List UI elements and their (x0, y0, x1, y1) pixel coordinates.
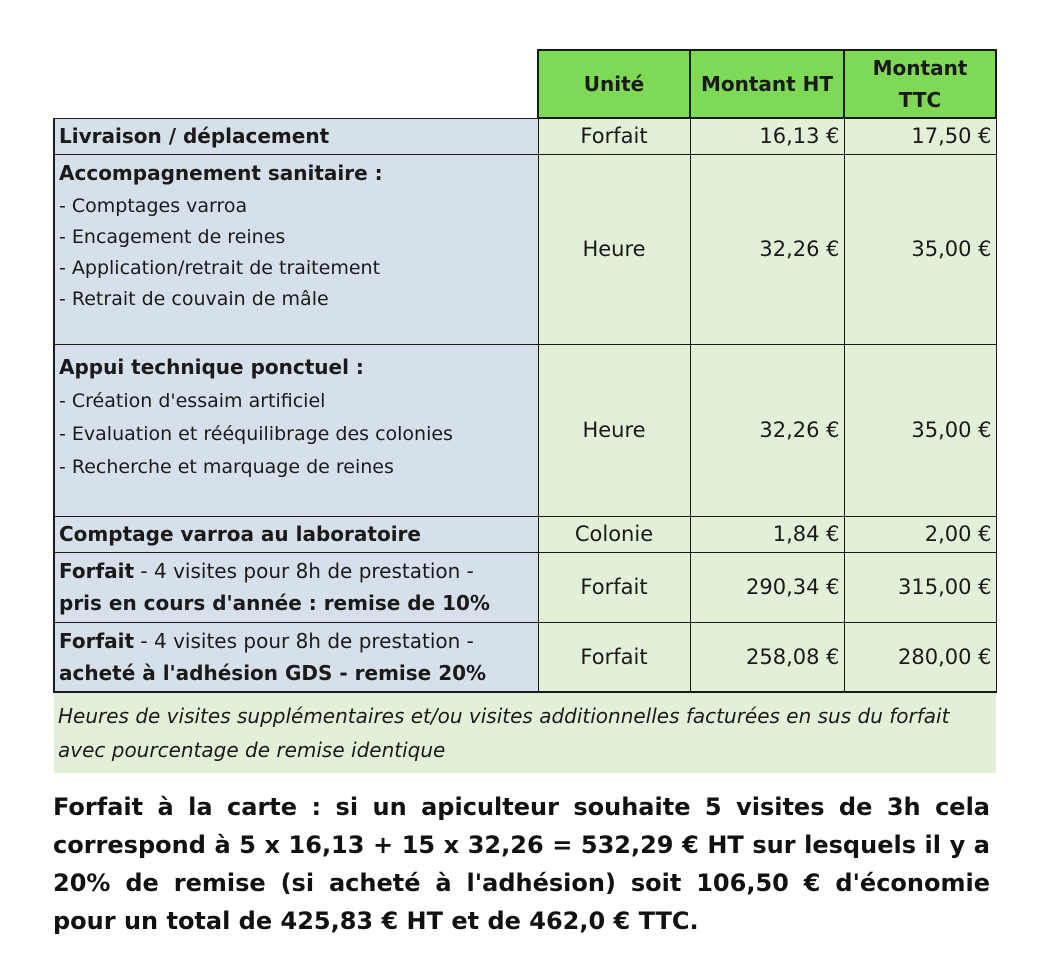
row-heading: Appui technique ponctuel : (59, 354, 364, 379)
header-montant-ttc-line2: TTC (898, 88, 942, 112)
table-row (54, 118, 996, 154)
row-amount-ttc: 2,00 € (844, 516, 996, 552)
row-heading: Comptage varroa au laboratoire (59, 522, 421, 546)
table-row (54, 154, 996, 344)
row-unit: Forfait (538, 622, 690, 692)
table-row (54, 622, 996, 692)
summary-paragraph: Forfait à la carte : si un apiculteur souhaite 5 visites de 3h cela correspond à 5 x 16,13 + 15 x 32,26 = 532,29 € HT sur lesquels il y a 20% de remise (si acheté à l'adhésion) soit 106,50 € d'économie pour un total de 425,83 € HT et de 462,0 € TTC. (53, 793, 990, 935)
row-unit: Heure (538, 344, 690, 516)
note-row (54, 692, 996, 773)
row-heading: Accompagnement sanitaire : (59, 160, 383, 185)
row-line1-rest: - 4 visites pour 8h de prestation - (134, 559, 474, 583)
note-text: Heures de visites supplémentaires et/ou visites additionnelles facturées en sus du forfait avec pourcentage de remise identique (54, 692, 996, 773)
row-amount-ttc: 315,00 € (844, 552, 996, 622)
header-montant-ht: Montant HT (690, 50, 844, 118)
row-unit: Forfait (538, 118, 690, 154)
row-amount-ht: 258,08 € (690, 622, 844, 692)
row-description (54, 552, 538, 622)
table-row (54, 552, 996, 622)
row-amount-ttc: 17,50 € (844, 118, 996, 154)
row-item: - Recherche et marquage de reines (59, 455, 394, 478)
table-row (54, 516, 996, 552)
row-line1-bold: Forfait (59, 559, 135, 583)
row-description (54, 516, 538, 552)
row-item: - Retrait de couvain de mâle (59, 287, 329, 310)
row-line1-bold: Forfait (59, 628, 135, 653)
header-unite: Unité (538, 50, 690, 118)
row-amount-ttc: 280,00 € (844, 622, 996, 692)
row-amount-ht: 32,26 € (690, 154, 844, 344)
row-item: - Application/retrait de traitement (59, 256, 381, 279)
row-unit: Heure (538, 154, 690, 344)
pricing-table (53, 49, 997, 773)
row-description (54, 118, 538, 154)
row-item: - Comptages varroa (59, 194, 248, 217)
row-item: - Encagement de reines (59, 225, 286, 248)
row-amount-ht: 32,26 € (690, 344, 844, 516)
row-line1 (59, 555, 534, 587)
row-amount-ht: 16,13 € (690, 118, 844, 154)
row-amount-ttc: 35,00 € (844, 344, 996, 516)
row-item: - Création d'essaim artificiel (59, 389, 326, 412)
row-amount-ht: 290,34 € (690, 552, 844, 622)
header-blank-cell (54, 50, 538, 118)
row-unit: Colonie (538, 516, 690, 552)
row-amount-ttc: 35,00 € (844, 154, 996, 344)
header-montant-ttc (844, 50, 996, 118)
table-row (54, 344, 996, 516)
row-unit: Forfait (538, 552, 690, 622)
row-description (54, 344, 538, 516)
row-description (54, 154, 538, 344)
header-montant-ttc-line1: Montant (872, 56, 968, 80)
row-line1-rest: - 4 visites pour 8h de prestation - (134, 628, 474, 653)
row-item: - Evaluation et rééquilibrage des colonies (59, 422, 453, 445)
row-line2-bold: acheté à l'adhésion GDS - remise 20% (59, 660, 487, 685)
table-header-row (54, 50, 996, 118)
row-amount-ht: 1,84 € (690, 516, 844, 552)
row-line1 (59, 625, 534, 657)
row-heading: Livraison / déplacement (59, 124, 330, 148)
row-line2-bold: pris en cours d'année : remise de 10% (59, 591, 490, 615)
row-description (54, 622, 538, 692)
